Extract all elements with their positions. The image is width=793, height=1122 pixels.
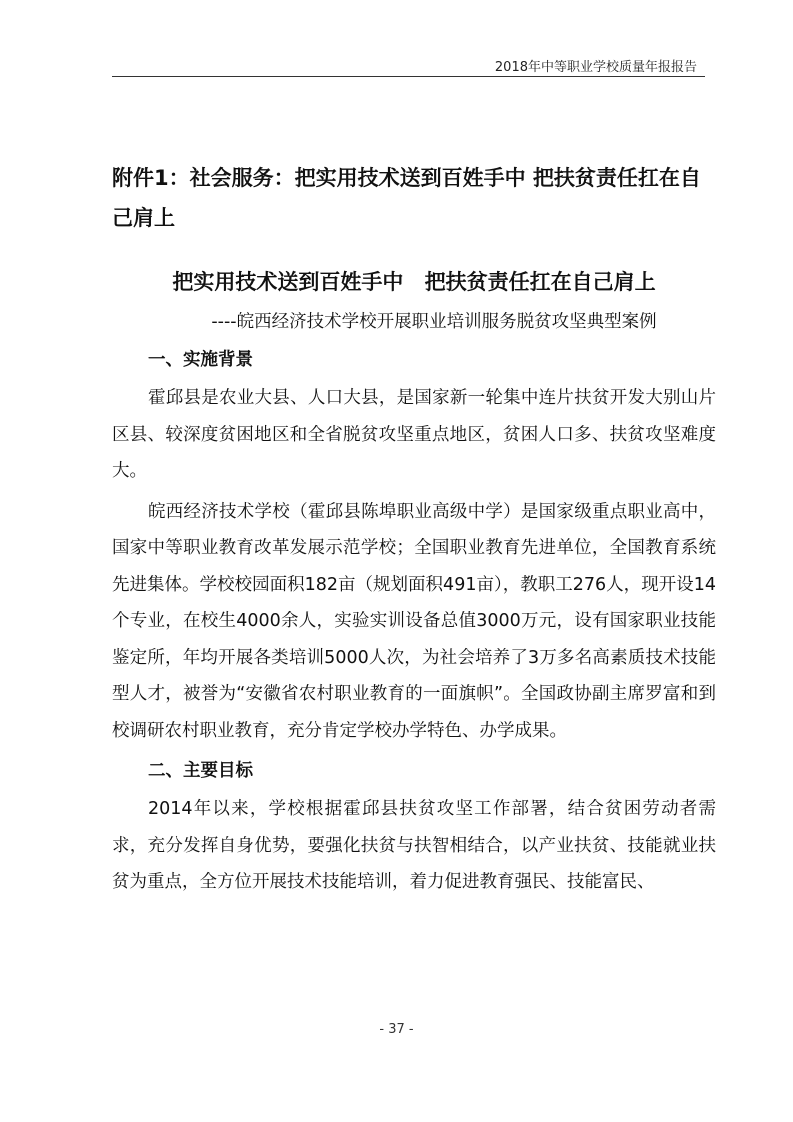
running-header: 2018年中等职业学校质量年报报告 [494, 60, 697, 75]
appendix-title: 附件1：社会服务：把实用技术送到百姓手中 把扶贫责任扛在自己肩上 [112, 166, 701, 230]
header-rule [112, 76, 705, 77]
section-heading-background: 一、实施背景 [148, 350, 253, 370]
paragraph: 霍邱县是农业大县、人口大县，是国家新一轮集中连片扶贫开发大别山片区县、较深度贫困地区和全省脱贫攻坚重点地区，贫困人口多、扶贫攻坚难度大。 [112, 388, 716, 481]
document-subtitle: ----皖西经济技术学校开展职业培训服务脱贫攻坚典型案例 [211, 312, 657, 332]
section-heading-goals: 二、主要目标 [148, 761, 253, 781]
page-number: - 37 - [379, 1022, 414, 1037]
paragraph: 皖西经济技术学校（霍邱县陈埠职业高级中学）是国家级重点职业高中，国家中等职业教育改革发展示范学校；全国职业教育先进单位，全国教育系统先进集体。学校校园面积182亩（规划面积491亩），教职工276人，现开设14个专业，在校生4000余人，实验实训设备总值3000万元，设有国家职业技能鉴定所，年均开展各类培训5000人次，为社会培养了3万多名高素质技术技能型人才，被誉为“安徽省农村职业教育的一面旗帜”。全国政协副主席罗富和到校调研农村职业教育，充分肯定学校办学特色、办学成果。 [112, 501, 716, 741]
paragraph: 2014年以来，学校根据霍邱县扶贫攻坚工作部署，结合贫困劳动者需求，充分发挥自身优势，要强化扶贫与扶智相结合，以产业扶贫、技能就业扶贫为重点，全方位开展技术技能培训，着力促进教育强民、技能富民、 [112, 799, 716, 892]
page-body [112, 158, 716, 905]
document-title: 把实用技术送到百姓手中 把扶贫责任扛在自己肩上 [172, 270, 656, 294]
